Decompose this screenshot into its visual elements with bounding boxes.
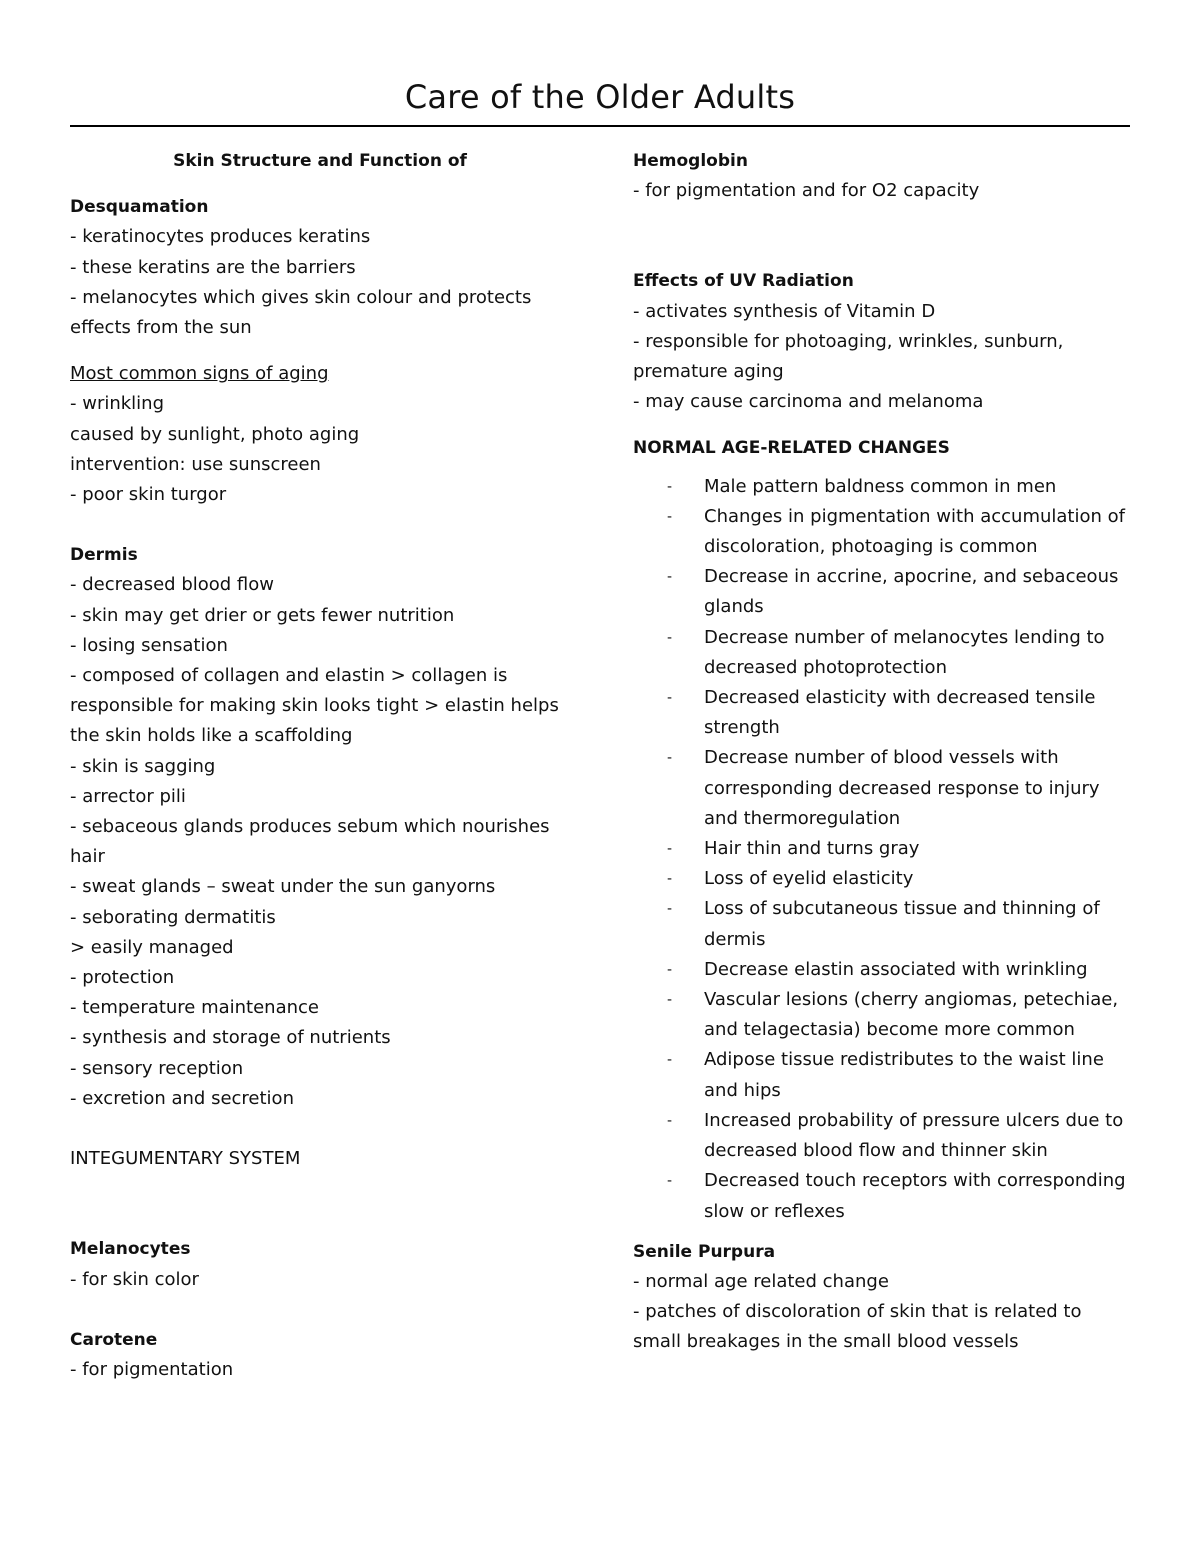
text-line: - sebaceous glands produces sebum which nourishes hair: [70, 816, 550, 868]
bullet-icon: -: [667, 961, 673, 978]
bullet-icon: -: [667, 750, 673, 767]
bullet-icon: -: [667, 1052, 673, 1069]
list-item: - Changes in pigmentation with accumulation of discoloration, photoaging is common: [633, 502, 1129, 562]
text-line: - sensory reception: [70, 1057, 244, 1079]
text-line: - seborating dermatitis: [70, 906, 276, 928]
text-line: - synthesis and storage of nutrients: [70, 1027, 391, 1049]
text-line: - normal age related change: [633, 1270, 889, 1292]
text-line: - excretion and secretion: [70, 1087, 294, 1109]
text-line: - patches of discoloration of skin that is related to small breakages in the small blood vessels: [633, 1301, 1082, 1353]
text-line: - for pigmentation and for O2 capacity: [633, 180, 980, 202]
list-item: - Decreased touch receptors with corresponding slow or reflexes: [633, 1166, 1129, 1226]
carotene-heading: Carotene: [70, 1329, 158, 1350]
list-item: - Decrease in accrine, apocrine, and sebaceous glands: [633, 562, 1129, 622]
text-line: caused by sunlight, photo aging: [70, 423, 360, 445]
dermis-heading: Dermis: [70, 545, 138, 566]
text-line: - may cause carcinoma and melanoma: [633, 391, 984, 413]
normal-changes-list: [633, 472, 1133, 1227]
text-line: intervention: use sunscreen: [70, 453, 321, 475]
melanocytes-heading: Melanocytes: [70, 1239, 191, 1260]
text-line: - arrector pili: [70, 785, 186, 807]
text-line: - for skin color: [70, 1268, 199, 1290]
uv-heading: Effects of UV Radiation: [633, 271, 854, 292]
text-line: > easily managed: [70, 936, 234, 958]
integumentary-label: INTEGUMENTARY SYSTEM: [70, 1148, 301, 1170]
list-item: - Adipose tissue redistributes to the waist line and hips: [633, 1045, 1129, 1105]
left-column: [70, 146, 570, 1385]
bullet-icon: -: [667, 871, 673, 888]
desquamation-heading: Desquamation: [70, 197, 209, 218]
aging-heading: Most common signs of aging: [70, 363, 329, 385]
bullet-icon: -: [667, 1112, 673, 1129]
list-item: - Increased probability of pressure ulcers due to decreased blood flow and thinner skin: [633, 1106, 1129, 1166]
title-divider: [70, 125, 1130, 127]
normal-changes-heading: NORMAL AGE-RELATED CHANGES: [633, 438, 950, 459]
list-item: - Decrease number of melanocytes lending to decreased photoprotection: [633, 623, 1129, 683]
bullet-icon: -: [667, 478, 673, 495]
text-line: - skin may get drier or gets fewer nutrition: [70, 604, 455, 626]
text-line: - activates synthesis of Vitamin D: [633, 300, 936, 322]
list-item: - Decreased elasticity with decreased tensile strength: [633, 683, 1129, 743]
list-item: - Decrease number of blood vessels with corresponding decreased response to injury and thermoregulation: [633, 743, 1129, 834]
text-line: - melanocytes which gives skin colour and protects effects from the sun: [70, 286, 532, 339]
text-line: - keratinocytes produces keratins: [70, 226, 371, 248]
text-line: - wrinkling: [70, 393, 165, 415]
bullet-icon: -: [667, 992, 673, 1009]
list-item: - Hair thin and turns gray: [633, 834, 1129, 864]
bullet-icon: -: [667, 690, 673, 707]
list-item: - Male pattern baldness common in men: [633, 472, 1129, 502]
bullet-icon: -: [667, 508, 673, 525]
text-line: - sweat glands – sweat under the sun ganyorns: [70, 876, 496, 898]
right-column: [633, 146, 1133, 1358]
text-line: - for pigmentation: [70, 1358, 234, 1380]
text-line: - skin is sagging: [70, 755, 216, 777]
text-line: - responsible for photoaging, wrinkles, sunburn, premature aging: [633, 330, 1064, 383]
bullet-icon: -: [667, 841, 673, 858]
bullet-icon: -: [667, 629, 673, 646]
text-line: - temperature maintenance: [70, 997, 320, 1019]
text-line: - losing sensation: [70, 634, 228, 656]
bullet-icon: -: [667, 901, 673, 918]
hemoglobin-heading: Hemoglobin: [633, 151, 748, 171]
list-item: - Decrease elastin associated with wrinkling: [633, 955, 1129, 985]
page-title: Care of the Older Adults: [404, 78, 796, 116]
bullet-icon: -: [667, 1173, 673, 1190]
senile-purpura-heading: Senile Purpura: [633, 1241, 776, 1262]
text-line: - composed of collagen and elastin > collagen is responsible for making skin looks tight > elastin helps the skin holds like a scaffolding: [70, 665, 559, 747]
text-line: - protection: [70, 967, 175, 989]
bullet-icon: -: [667, 569, 673, 586]
section-heading: Skin Structure and Function of: [173, 151, 467, 171]
text-line: - these keratins are the barriers: [70, 256, 356, 278]
text-line: - decreased blood flow: [70, 574, 274, 596]
list-item: - Vascular lesions (cherry angiomas, petechiae, and telagectasia) become more common: [633, 985, 1129, 1045]
list-item: - Loss of eyelid elasticity: [633, 864, 1129, 894]
text-line: - poor skin turgor: [70, 484, 227, 506]
list-item: - Loss of subcutaneous tissue and thinning of dermis: [633, 894, 1129, 954]
